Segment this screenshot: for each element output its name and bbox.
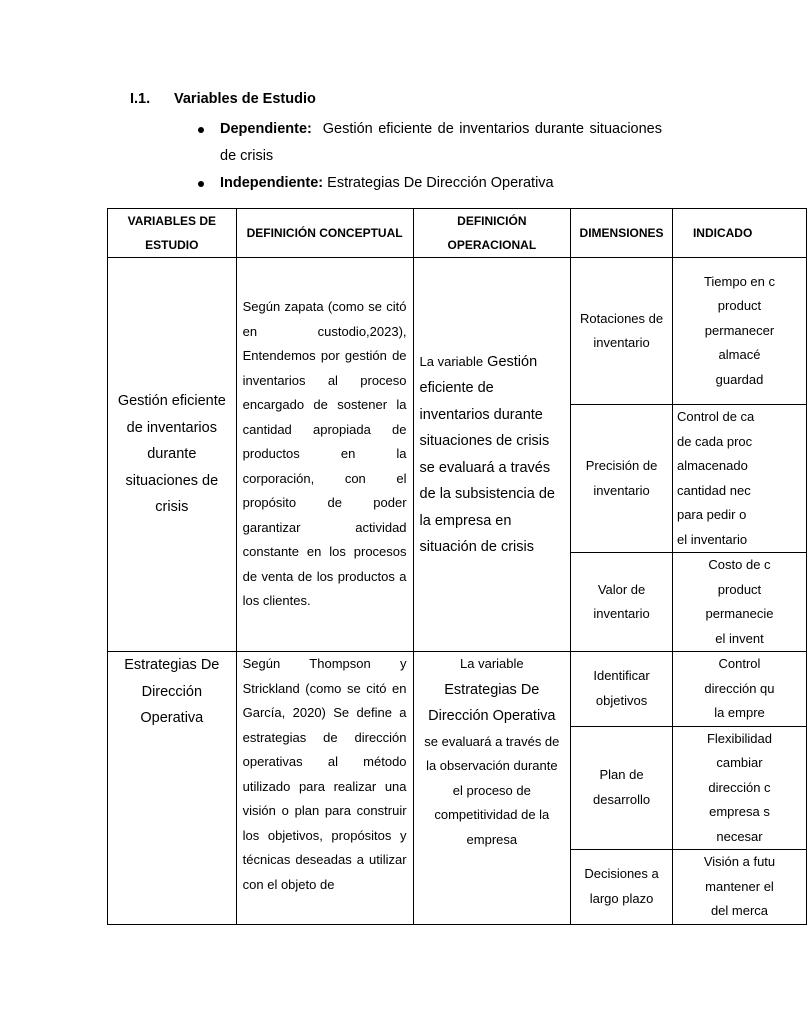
operational-text: se evaluará a través de la observación durante el proceso de competitividad de la empresa [424,733,560,847]
operational-title: Estrategias De Dirección Operativa [428,681,556,724]
operational-text: Gestión eficiente de inventarios durante situaciones de crisis se evaluará a través de la subsistencia de la empresa en situación de crisis [419,353,555,555]
table-header-row [108,209,807,258]
operational-definition-dependent [413,258,571,652]
section-heading [130,91,316,107]
variable-dependent: Gestión eficiente de inventarios durante situaciones de crisis [108,258,237,652]
indicator-cell: Visión a futu mantener el del merca [672,850,806,925]
dimension-cell: Rotaciones de inventario [571,258,673,405]
dependent-text: Gestión eficiente de inventarios durante situaciones de crisis [220,121,662,164]
independent-text: Estrategias De Dirección Operativa [327,175,554,191]
bullet-icon [198,127,204,133]
section-number: I.1. [130,91,151,107]
dimension-cell: Valor de inventario [571,553,673,652]
header-operational: DEFINICIÓN OPERACIONAL [413,209,571,258]
operationalization-table [107,208,807,925]
table-row [108,652,807,727]
variables-list [196,116,662,197]
independent-label: Independiente: [220,175,324,191]
table-row [108,258,807,405]
operational-prefix: La variable [460,656,524,671]
dimension-cell: Plan de desarrollo [571,726,673,850]
dependent-label: Dependiente: [220,121,312,137]
indicator-cell: Flexibilidad cambiar dirección c empresa s necesar [672,726,806,850]
header-indicators: INDICADO [672,209,806,258]
operationalization-table-wrapper [107,208,776,922]
indicator-cell: Costo de c product permanecie el invent [672,553,806,652]
dimension-cell: Decisiones a largo plazo [571,850,673,925]
variable-independent: Estrategias De Dirección Operativa [108,652,237,925]
indicator-cell: Control dirección qu la empre [672,652,806,727]
list-item-dependent [196,116,662,170]
section-title: Variables de Estudio [174,91,316,107]
indicator-cell: Control de ca de cada proc almacenado cantidad nec para pedir o el inventario [672,405,806,553]
operational-definition-independent [413,652,571,925]
bullet-icon [198,181,204,187]
indicator-cell: Tiempo en c product permanecer almacé guardad [672,258,806,405]
dimension-cell: Precisión de inventario [571,405,673,553]
header-conceptual: DEFINICIÓN CONCEPTUAL [236,209,413,258]
operational-prefix: La variable [419,353,484,369]
conceptual-definition-independent: Según Thompson y Strickland (como se citó en García, 2020) Se define a estrategias de dirección operativas al método utilizado para realizar una visión o plan para construir los objetivos, propósitos y técnicas deseadas a utilizar con el objeto de [236,652,413,925]
header-variables: VARIABLES DE ESTUDIO [108,209,237,258]
list-item-independent [196,170,662,197]
header-dimensions: DIMENSIONES [571,209,673,258]
conceptual-definition-dependent: Según zapata (como se citó en custodio,2023), Entendemos por gestión de inventarios al proceso encargado de sostener la cantidad apropiada de productos en la corporación, con el propósito de poder garantizar actividad constante en los procesos de venta de los productos a los clientes. [236,258,413,652]
dimension-cell: Identificar objetivos [571,652,673,727]
